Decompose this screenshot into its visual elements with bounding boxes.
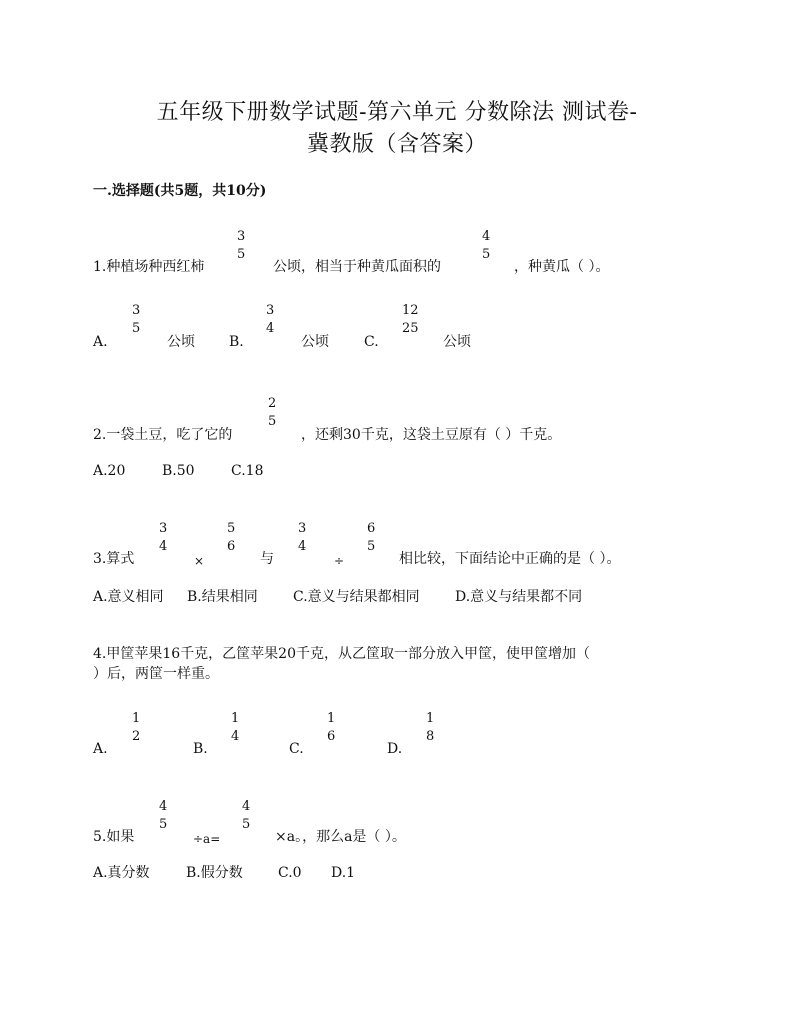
q2-prefix: 2.一袋土豆，吃了它的 xyxy=(93,427,233,443)
q1-suffix: ，种黄瓜（ ）。 xyxy=(514,259,610,275)
q5-suffix: ×a。，那么a是（ ）。 xyxy=(275,829,406,845)
q3-fraction-1-numerator: 3 xyxy=(159,521,168,536)
q3-operator-divide: ÷ xyxy=(334,554,345,568)
q1-fraction-a xyxy=(236,230,246,262)
q1-option-a-numerator: 3 xyxy=(132,303,141,318)
page-title: 五年级下册数学试题-第六单元 分数除法 测试卷- xyxy=(156,100,638,125)
q5-fraction-2 xyxy=(241,800,251,832)
q4-option-b-fraction xyxy=(230,712,240,744)
q4-option-b-numerator: 1 xyxy=(231,711,240,726)
q1-option-c-fraction xyxy=(401,304,420,336)
q4-option-b-denominator: 4 xyxy=(231,729,240,744)
q4-option-d-denominator: 8 xyxy=(426,729,435,744)
q3-and: 与 xyxy=(260,551,274,567)
q1-option-a-unit: 公顷 xyxy=(167,334,195,350)
q1-option-c-denominator: 25 xyxy=(402,321,419,336)
q4-option-a-denominator: 2 xyxy=(132,729,141,744)
q1-fraction-a-numerator: 3 xyxy=(237,229,246,244)
q4-option-d-label[interactable]: D. xyxy=(387,741,403,757)
q3-option-d[interactable]: D.意义与结果都不同 xyxy=(455,589,583,605)
page-subtitle: 冀教版（含答案） xyxy=(306,132,487,157)
q5-option-a[interactable]: A.真分数 xyxy=(93,865,150,881)
q2-option-c[interactable]: C.18 xyxy=(231,463,264,479)
q5-fraction-1-denominator: 5 xyxy=(159,817,168,832)
q3-fraction-1-denominator: 4 xyxy=(159,539,168,554)
q5-option-c[interactable]: C.0 xyxy=(278,865,302,881)
q1-option-b-denominator: 4 xyxy=(266,321,275,336)
q5-fraction-2-numerator: 4 xyxy=(242,799,251,814)
q1-middle: 公顷，相当于种黄瓜面积的 xyxy=(273,259,441,275)
q3-operator-times: × xyxy=(194,554,205,568)
q2-option-b[interactable]: B.50 xyxy=(162,463,195,479)
q3-fraction-2-numerator: 5 xyxy=(227,521,236,536)
q1-option-c-label[interactable]: C. xyxy=(364,334,379,350)
q2-fraction-numerator: 2 xyxy=(268,396,277,411)
q4-option-b-label[interactable]: B. xyxy=(193,741,208,757)
q2-suffix: ，还剩30千克，这袋土豆原有（ ）千克。 xyxy=(301,427,562,443)
q4-option-c-numerator: 1 xyxy=(327,711,336,726)
q1-option-b-numerator: 3 xyxy=(266,303,275,318)
q1-option-b-unit: 公顷 xyxy=(301,334,329,350)
q1-option-a-denominator: 5 xyxy=(132,321,141,336)
q4-option-c-fraction xyxy=(326,712,336,744)
q1-option-b-label[interactable]: B. xyxy=(229,334,244,350)
q1-option-c-numerator: 12 xyxy=(402,303,419,318)
q3-fraction-3-denominator: 4 xyxy=(298,539,307,554)
q3-option-b[interactable]: B.结果相同 xyxy=(187,589,258,605)
q3-fraction-3-numerator: 3 xyxy=(298,521,307,536)
q1-option-b-fraction xyxy=(265,304,275,336)
q4-option-c-denominator: 6 xyxy=(327,729,336,744)
q2-option-a[interactable]: A.20 xyxy=(93,463,126,479)
q3-fraction-3 xyxy=(297,522,307,554)
q1-option-a-label[interactable]: A. xyxy=(93,334,108,350)
q4-line-1: 4.甲筐苹果16千克，乙筐苹果20千克，从乙筐取一部分放入甲筐，使甲筐增加（ xyxy=(93,646,590,662)
q4-option-d-numerator: 1 xyxy=(426,711,435,726)
section-heading: 一.选择题(共5题，共10分) xyxy=(93,183,267,199)
q4-option-a-numerator: 1 xyxy=(132,711,141,726)
q4-option-a-label[interactable]: A. xyxy=(93,741,108,757)
q4-option-a-fraction xyxy=(131,712,141,744)
q5-fraction-2-denominator: 5 xyxy=(242,817,251,832)
q3-prefix: 3.算式 xyxy=(93,551,135,567)
q2-fraction-denominator: 5 xyxy=(268,414,277,429)
q5-option-b[interactable]: B.假分数 xyxy=(186,865,243,881)
q1-prefix: 1.种植场种西红柿 xyxy=(93,259,205,275)
q5-fraction-1 xyxy=(158,800,168,832)
q2-fraction xyxy=(267,397,277,429)
q4-option-d-fraction xyxy=(425,712,435,744)
q3-fraction-4 xyxy=(366,522,376,554)
q3-fraction-2-denominator: 6 xyxy=(227,539,236,554)
q1-option-c-unit: 公顷 xyxy=(443,334,471,350)
q5-fraction-1-numerator: 4 xyxy=(159,799,168,814)
q1-fraction-b-numerator: 4 xyxy=(482,229,491,244)
q3-fraction-2 xyxy=(226,522,236,554)
q5-divide-a: ÷a= xyxy=(193,832,221,846)
q3-fraction-4-numerator: 6 xyxy=(367,521,376,536)
q3-option-a[interactable]: A.意义相同 xyxy=(93,589,164,605)
q3-option-c[interactable]: C.意义与结果都相同 xyxy=(293,589,420,605)
q1-fraction-b xyxy=(481,230,491,262)
q4-line-2: ）后，两筐一样重。 xyxy=(93,666,219,682)
q1-fraction-b-denominator: 5 xyxy=(482,247,491,262)
q4-option-c-label[interactable]: C. xyxy=(289,741,304,757)
q1-fraction-a-denominator: 5 xyxy=(237,247,246,262)
q5-option-d[interactable]: D.1 xyxy=(331,865,356,881)
q5-prefix: 5.如果 xyxy=(93,829,135,845)
q3-suffix: 相比较，下面结论中正确的是（ ）。 xyxy=(399,551,621,567)
q3-fraction-4-denominator: 5 xyxy=(367,539,376,554)
q3-fraction-1 xyxy=(158,522,168,554)
q1-option-a-fraction xyxy=(131,304,141,336)
